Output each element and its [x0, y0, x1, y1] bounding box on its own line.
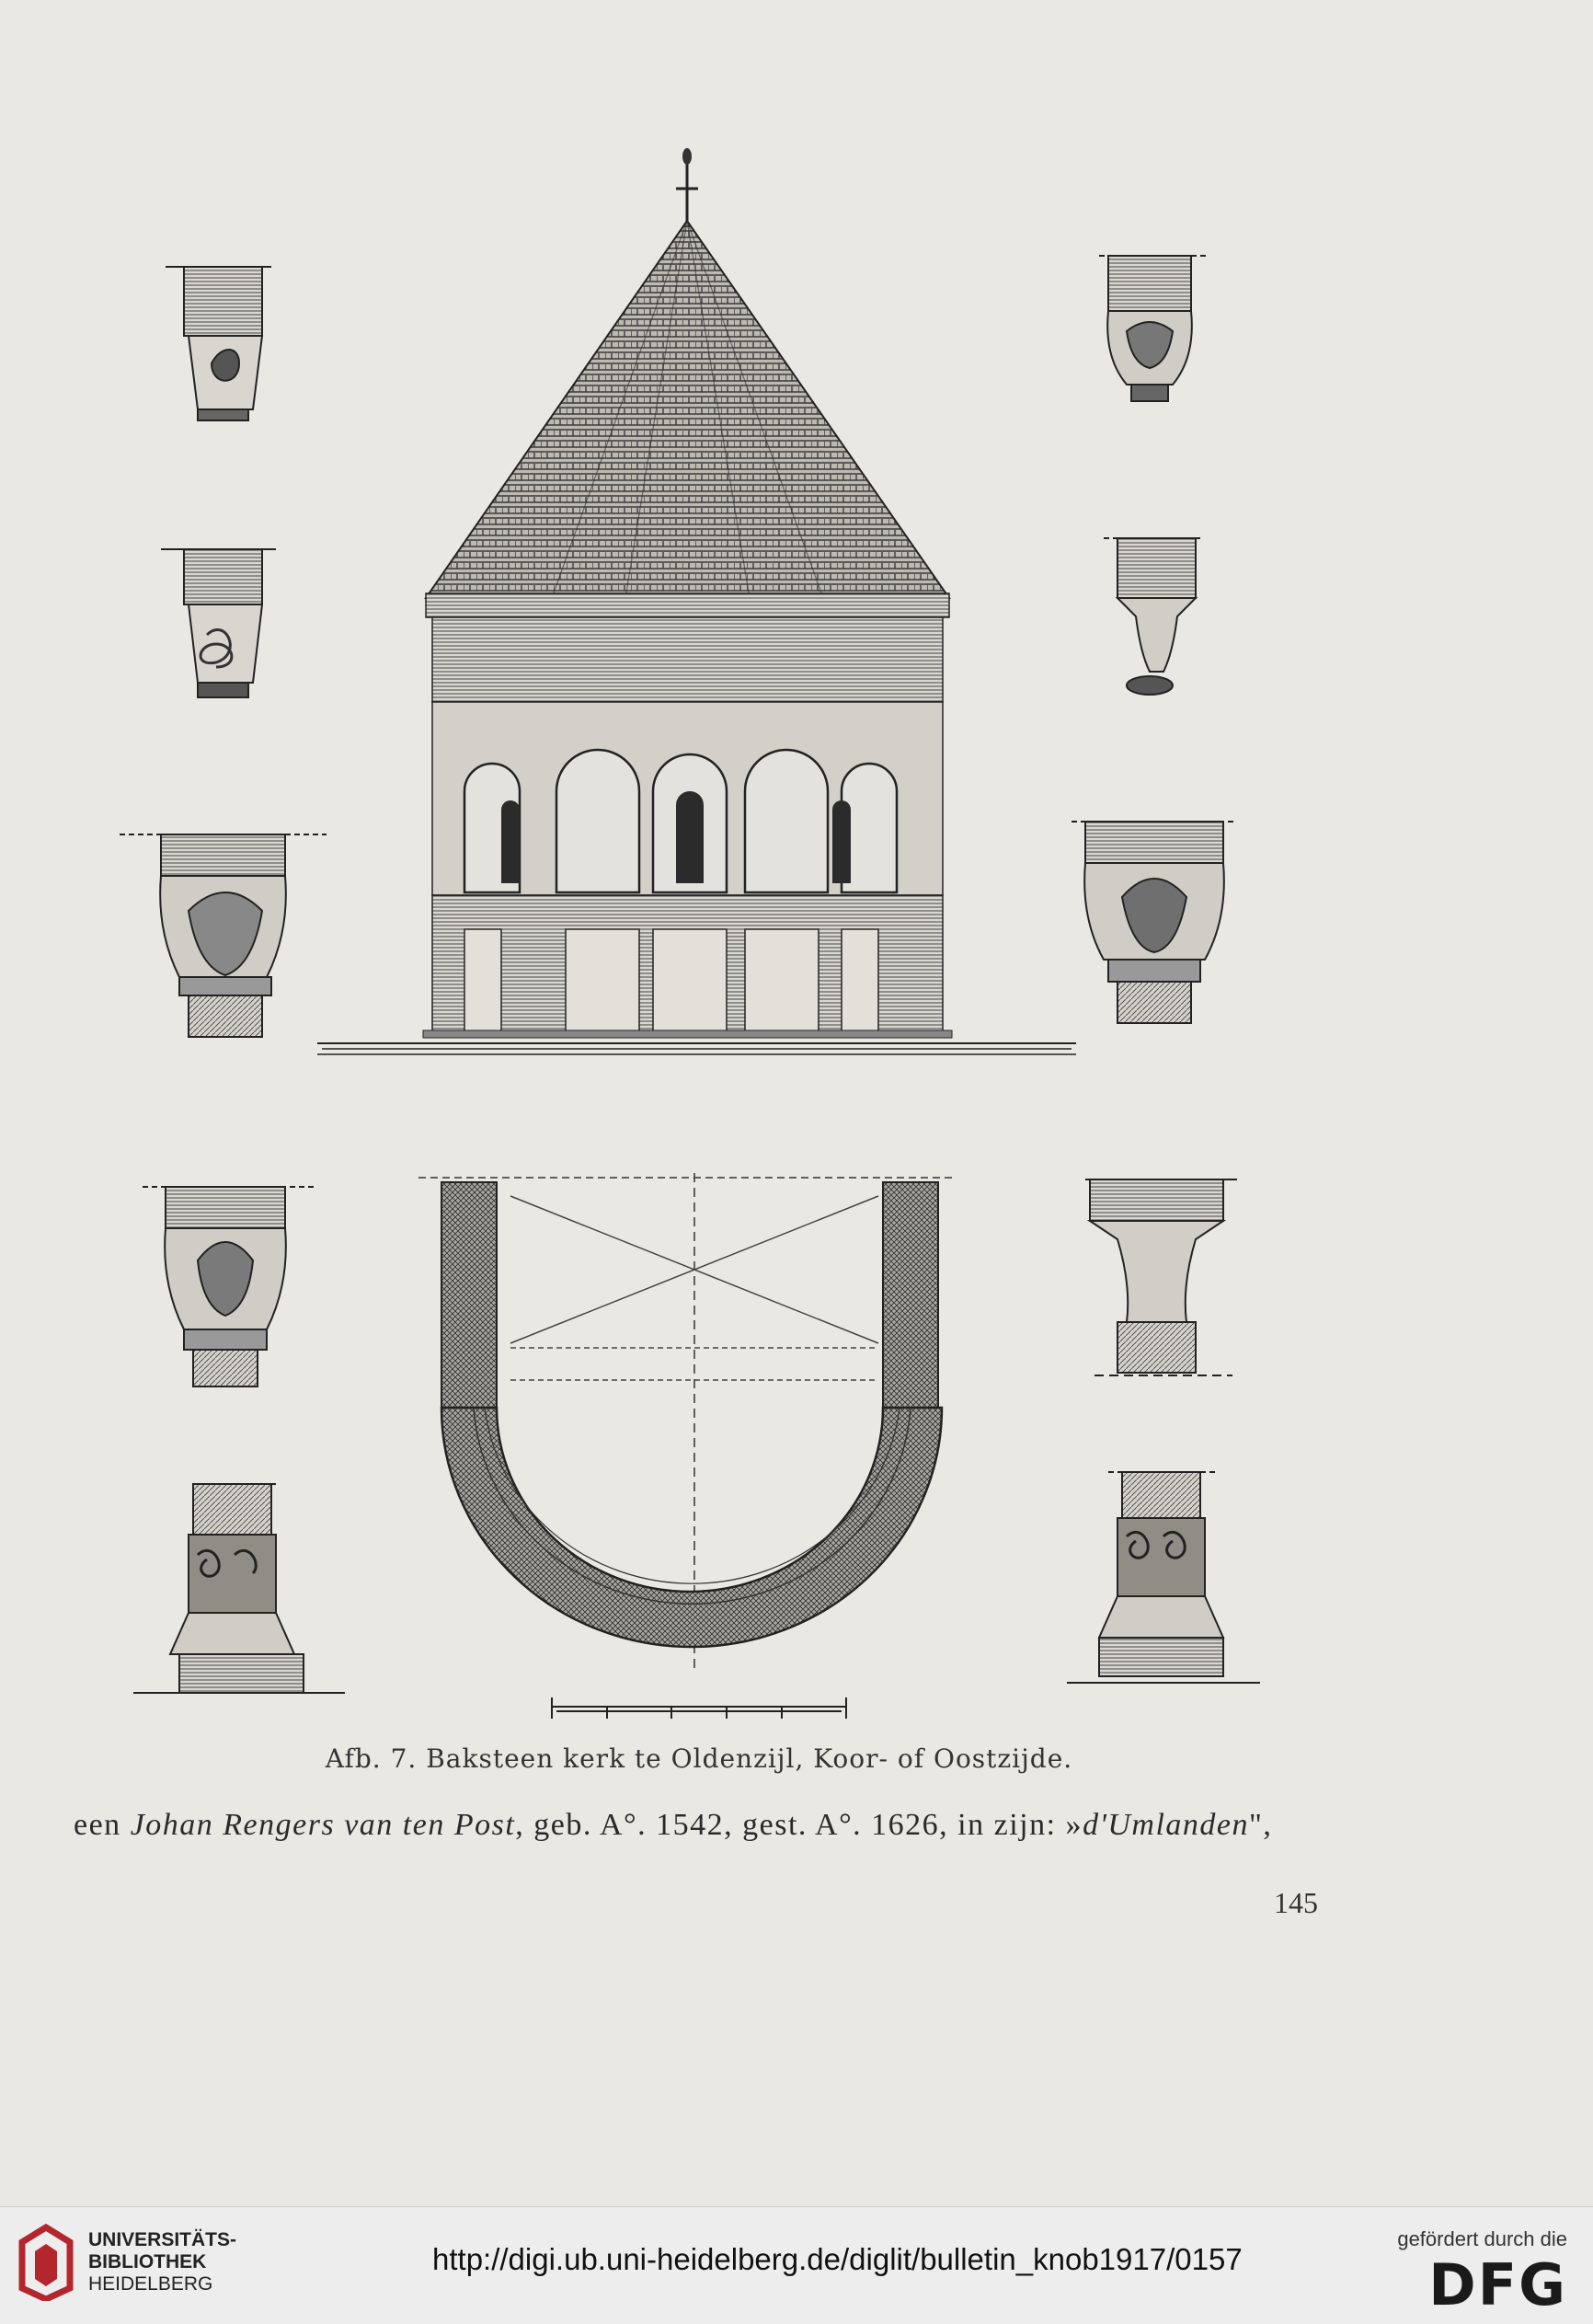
body-text-suffix: ", — [1248, 1808, 1273, 1842]
digitization-footer — [0, 2206, 1593, 2324]
funded-by-label: gefördert durch die — [1397, 2227, 1567, 2250]
page-number: 145 — [1274, 1886, 1318, 1919]
body-text-line — [74, 1808, 1324, 1843]
body-text-prefix: een — [74, 1808, 131, 1842]
body-text-name: Johan Rengers van ten Post — [130, 1808, 516, 1842]
body-text-work: d'Umlanden — [1083, 1808, 1249, 1842]
university-library-logo-icon — [18, 2224, 74, 2301]
figure-caption: Afb. 7. Baksteen kerk te Oldenzijl, Koor- of Oostzijde. — [325, 1743, 1073, 1774]
apse-elevation — [317, 148, 1076, 1054]
library-name-line3: HEIDELBERG — [88, 2273, 213, 2295]
body-text-middle: , geb. A°. 1542, gest. A°. 1626, in zijn: » — [515, 1808, 1083, 1842]
library-name — [88, 2229, 236, 2295]
dfg-logo: DFG — [1428, 2251, 1567, 2318]
library-name-line1: UNIVERSITÄTS- — [88, 2229, 237, 2250]
permalink-url[interactable]: http://digi.ub.uni-heidelberg.de/diglit/bulletin_knob1917/0157 — [432, 2242, 1243, 2276]
apse-plan — [418, 1173, 957, 1719]
library-name-line2: BIBLIOTHEK — [88, 2251, 207, 2272]
